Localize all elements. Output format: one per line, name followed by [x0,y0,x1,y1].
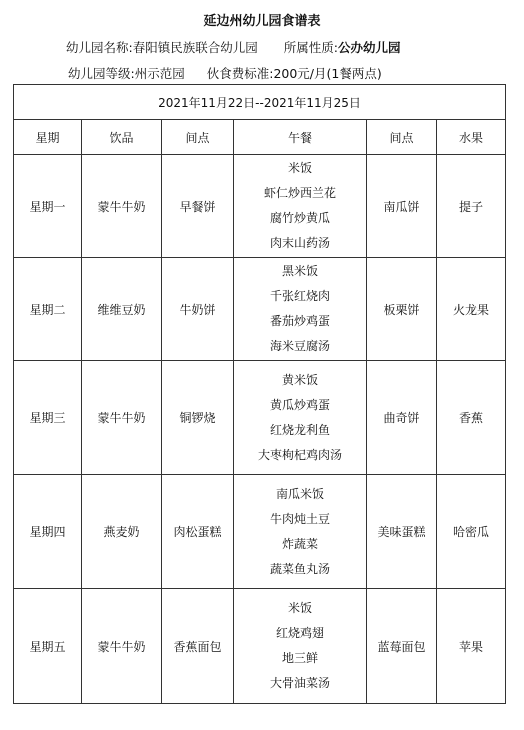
column-header-fruit: 水果 [437,120,506,155]
snack-am-cell: 牛奶饼 [162,258,234,361]
column-header-drink: 饮品 [82,120,162,155]
lunch-dish: 红烧龙利鱼 [269,422,330,437]
fruit-cell: 火龙果 [437,258,506,361]
fruit-cell: 哈密瓜 [437,475,506,589]
lunch-cell [234,258,367,361]
drink-cell: 蒙牛牛奶 [82,155,162,258]
lunch-cell [234,155,367,258]
info-line-2 [68,64,382,82]
lunch-dish: 牛肉炖土豆 [269,511,330,526]
lunch-dish: 千张红烧肉 [269,289,330,303]
table-row [14,155,506,258]
lunch-dish: 地三鲜 [281,651,318,665]
snack-am-cell: 香蕉面包 [162,589,234,704]
lunch-dish: 炸蔬菜 [281,536,318,551]
column-header-lunch: 午餐 [234,120,367,155]
drink-cell: 维维豆奶 [82,258,162,361]
lunch-dish: 米饭 [287,161,312,175]
day-cell: 星期五 [14,589,82,704]
lunch-cell [234,475,367,589]
column-header-snack-am: 间点 [162,120,234,155]
info-line-1 [66,38,400,56]
drink-cell: 燕麦奶 [82,475,162,589]
date-range: 2021年11月22日--2021年11月25日 [14,85,506,120]
lunch-cell [234,589,367,704]
menu-table [13,84,506,704]
day-cell: 星期三 [14,361,82,475]
day-cell: 星期四 [14,475,82,589]
header-row [14,120,506,155]
meal-fee-label: 伙食费标准: [206,66,274,81]
kindergarten-name-value: 春阳镇民族联合幼儿园 [132,40,258,55]
snack-am-cell: 铜锣烧 [162,361,234,475]
snack-pm-cell: 板栗饼 [367,258,437,361]
lunch-dish: 蔬菜鱼丸汤 [269,561,330,576]
snack-pm-cell: 南瓜饼 [367,155,437,258]
fruit-cell: 苹果 [437,589,506,704]
snack-pm-cell: 美味蛋糕 [367,475,437,589]
lunch-dish: 海米豆腐汤 [269,339,330,353]
meal-fee-value: 200元/月(1餐两点) [273,66,382,81]
drink-cell: 蒙牛牛奶 [82,589,162,704]
date-range-row [14,85,506,120]
lunch-dish: 腐竹炒黄瓜 [269,211,330,225]
snack-am-cell: 肉松蛋糕 [162,475,234,589]
table-row [14,589,506,704]
column-header-day: 星期 [14,120,82,155]
lunch-dish: 红烧鸡翅 [275,626,324,640]
lunch-dish: 黄瓜炒鸡蛋 [269,397,330,412]
table-row [14,475,506,589]
kindergarten-level-value: 州示范园 [134,66,185,81]
lunch-dish: 南瓜米饭 [275,486,324,501]
lunch-cell [234,361,367,475]
lunch-dish: 黄米饭 [281,372,318,387]
lunch-dish: 虾仁炒西兰花 [263,186,336,200]
kindergarten-type-value: 公办幼儿园 [337,40,401,55]
lunch-dish: 米饭 [287,601,312,615]
kindergarten-level-label: 幼儿园等级: [68,66,135,81]
lunch-dish: 大枣枸杞鸡肉汤 [257,447,342,462]
page-title: 延边州幼儿园食谱表 [203,14,321,29]
lunch-dish: 番茄炒鸡蛋 [269,314,330,328]
table-row [14,361,506,475]
lunch-dish: 肉末山药汤 [269,236,330,250]
lunch-dish: 大骨油菜汤 [269,676,330,690]
fruit-cell: 香蕉 [437,361,506,475]
snack-pm-cell: 曲奇饼 [367,361,437,475]
column-header-snack-pm: 间点 [367,120,437,155]
snack-am-cell: 早餐饼 [162,155,234,258]
day-cell: 星期二 [14,258,82,361]
kindergarten-type-label: 所属性质: [283,40,338,55]
table-row [14,258,506,361]
fruit-cell: 提子 [437,155,506,258]
drink-cell: 蒙牛牛奶 [82,361,162,475]
snack-pm-cell: 蓝莓面包 [367,589,437,704]
kindergarten-name-label: 幼儿园名称: [66,40,133,55]
lunch-dish: 黑米饭 [281,264,318,278]
day-cell: 星期一 [14,155,82,258]
